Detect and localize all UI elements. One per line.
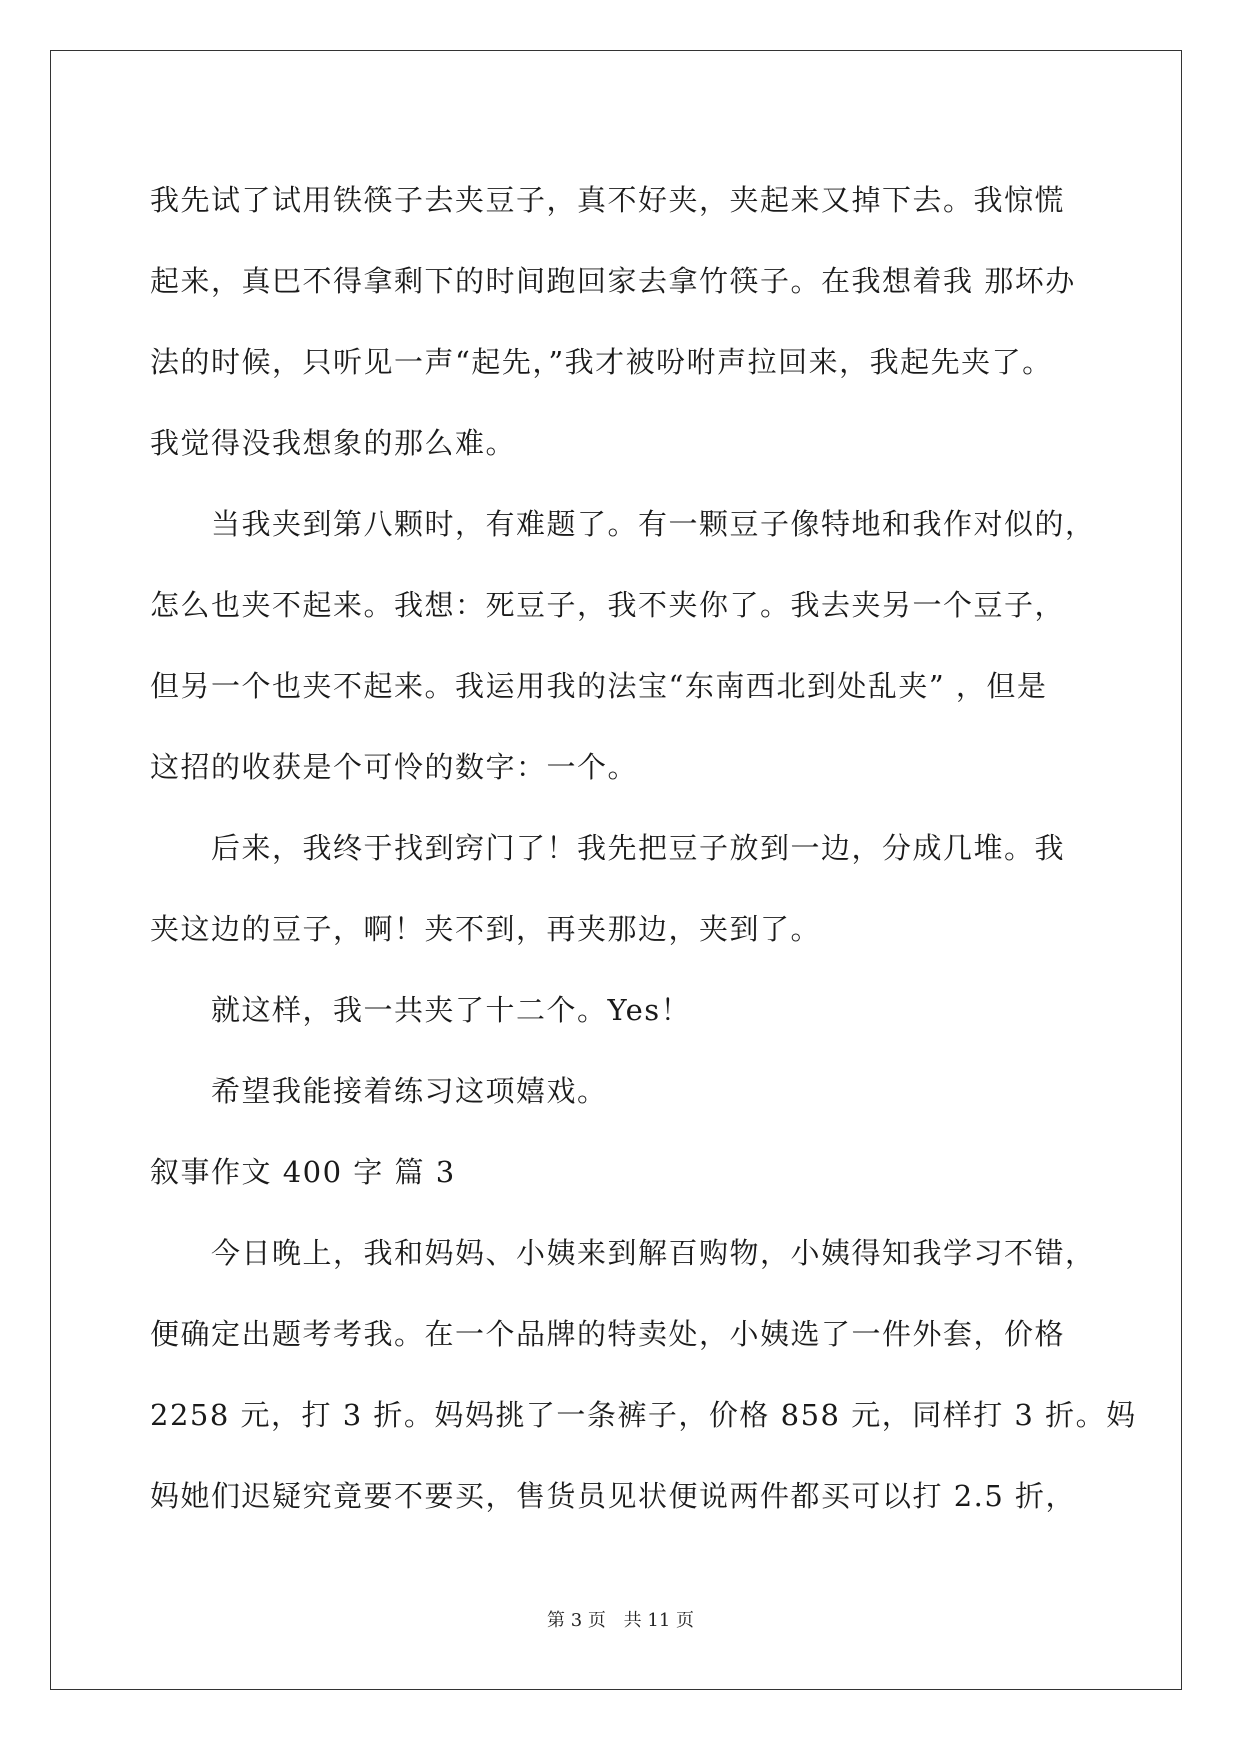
page-total: 共 11 页 <box>623 1610 694 1631</box>
page-number: 第 3 页 <box>547 1610 606 1631</box>
text-line: 这招的收获是个可怜的数字：一个。 <box>150 750 639 784</box>
text-line: 当我夹到第八颗时，有难题了。有一颗豆子像特地和我作对似的， <box>150 507 1096 541</box>
text-line: 起来，真巴不得拿剩下的时间跑回家去拿竹筷子。在我想着我 那坏办 <box>150 264 1076 298</box>
text-line: 夹这边的豆子，啊！夹不到，再夹那边，夹到了。 <box>150 912 822 946</box>
page-footer <box>0 1606 1241 1632</box>
text-line: 我觉得没我想象的那么难。 <box>150 426 517 460</box>
text-line: 今日晚上，我和妈妈、小姨来到解百购物，小姨得知我学习不错， <box>150 1236 1096 1270</box>
text-line: 我先试了试用铁筷子去夹豆子，真不好夹，夹起来又掉下去。我惊慌 <box>150 183 1066 217</box>
text-line: 妈她们迟疑究竟要不要买，售货员见状便说两件都买可以打 2.5 折， <box>150 1479 1077 1513</box>
text-line: 怎么也夹不起来。我想：死豆子，我不夹你了。我去夹另一个豆子， <box>150 588 1066 622</box>
text-line: 希望我能接着练习这项嬉戏。 <box>150 1074 608 1108</box>
text-line: 法的时候，只听见一声“起先，”我才被吩咐声拉回来，我起先夹了。 <box>150 345 1053 379</box>
text-line: 但另一个也夹不起来。我运用我的法宝“东南西北到处乱夹” ，但是 <box>150 669 1048 703</box>
text-line: 便确定出题考考我。在一个品牌的特卖处，小姨选了一件外套，价格 <box>150 1317 1066 1351</box>
section-heading: 叙事作文 400 字 篇 3 <box>150 1155 456 1189</box>
text-line: 就这样，我一共夹了十二个。Yes！ <box>150 993 692 1027</box>
text-line: 后来，我终于找到窍门了！我先把豆子放到一边，分成几堆。我 <box>150 831 1066 865</box>
document-body <box>150 160 1137 1537</box>
text-line: 2258 元，打 3 折。妈妈挑了一条裤子，价格 858 元，同样打 3 折。妈 <box>150 1398 1137 1432</box>
